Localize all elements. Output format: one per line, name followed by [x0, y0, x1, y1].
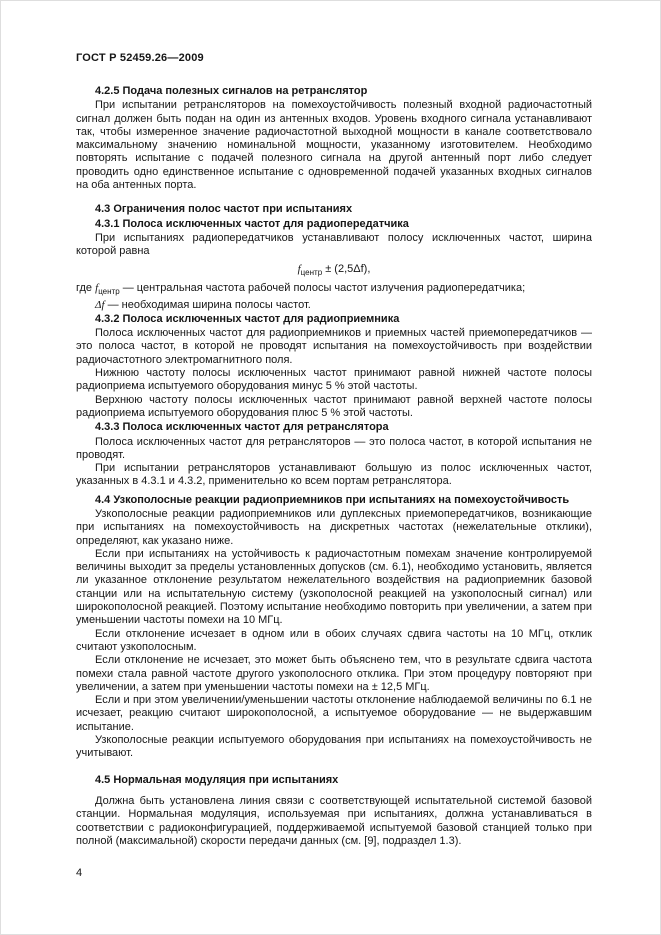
where2-variable: Δf: [95, 298, 105, 311]
where-clause-1: [76, 282, 592, 298]
where-clause-2: [76, 299, 592, 312]
section-heading-4-5: 4.5 Нормальная модуляция при испытаниях: [95, 773, 339, 786]
section-heading-4-3-3: 4.3.3 Полоса исключенных частот для ретранслятора: [95, 421, 389, 434]
formula-subscript: центр: [300, 267, 323, 277]
paragraph: Узкополосные реакции радиоприемников или дуплексных приемопередатчиков, возникающие при испытаниях на помехоустойчивость на дискретных частотах (нежелательные отклики), определяют, как указано ниже.: [76, 507, 592, 547]
section-heading-4-3: 4.3 Ограничения полос частот при испытаниях: [95, 203, 353, 216]
section-heading-4-3-2: 4.3.2 Полоса исключенных частот для радиоприемника: [95, 312, 400, 325]
where-definition: — центральная частота рабочей полосы частот излучения радиопередатчика;: [119, 282, 526, 295]
where-prefix: где: [76, 282, 96, 295]
where-variable: f: [95, 282, 99, 295]
paragraph: Узкополосные реакции испытуемого оборудования при испытаниях на помехоустойчивость не учитывают.: [76, 734, 592, 760]
paragraph: Если отклонение не исчезает, это может быть объяснено тем, что в результате сдвига частота помехи стала равной частоте другого узкополосного отклика. При этом процедуру повторяют при увеличении, а затем при уменьшении частоты помехи на ± 12,5 МГц.: [76, 654, 592, 693]
paragraph: Если при испытаниях на устойчивость к радиочастотным помехам значение контролируемой величины выходит за пределы установленных допусков (см. 6.1), необходимо установить, является ли указанное отклонение результатом нежелательного воздействия на радиоприемник базовой станции или на испытательную систему (узкополосной реакцией на узкополосный сигнал) или широкополосной реакцией. Поэтому испытание необходимо повторить при увеличении, а затем при уменьшении частоты помехи на 10 МГц.: [76, 547, 592, 627]
section-heading-4-2-5: 4.2.5 Подача полезных сигналов на ретранслятор: [95, 85, 368, 97]
formula: [76, 263, 592, 279]
paragraph: Нижнюю частоту полосы исключенных частот принимают равной нижней частоте полосы радиоприема испытуемого оборудования минус 5 % этой частоты.: [76, 367, 592, 393]
paragraph: Должна быть установлена линия связи с соответствующей испытательной системой базовой станции. Нормальная модуляция, используемая при испытаниях, должна устанавливаться в соответствии с радиоконфигурацией, поддерживаемой испытуемой базовой станцией только при полной (максимальной) скорости передачи данных (см. [9], подраздел 1.3).: [76, 794, 592, 847]
paragraph: При испытании ретрансляторов на помехоустойчивость полезный входной радиочастотный сигнал должен быть подан на один из антенных входов. Уровень входного сигнала устанавливают так, чтобы измеренное значение радиочастотной выходной мощности в канале соответствовало максимальному значению номинальной мощности, указанному изготовителем. Необходимо повторять испытание с подачей полезного сигнала на другой антенный порт либо следует проводить одно единственное испытание с одновременной подачей указанных входных сигналов на оба антенных порта.: [76, 99, 592, 192]
paragraph: При испытании ретрансляторов устанавливают большую из полос исключенных частот, указанных в 4.3.1 и 4.3.2, применительно ко всем портам ретранслятора.: [76, 462, 592, 488]
paragraph: Полоса исключенных частот для радиоприемников и приемных частей приемопередатчиков — это полоса частот, в которой не проводят испытания на помехоустойчивость при воздействии радиочастотного электромагнитного поля.: [76, 327, 592, 366]
paragraph: Если отклонение исчезает в одном или в обоих случаях сдвига частоты на 10 МГц, отклик считают узкополосным.: [76, 627, 592, 653]
paragraph: Верхнюю частоту полосы исключенных частот принимают равной верхней частоте полосы радиоприема испытуемого оборудования плюс 5 % этой частоты.: [76, 393, 592, 419]
paragraph: Если и при этом увеличении/уменьшении частоты отклонение наблюдаемой величины по 6.1 не исчезает, реакцию считают широкополосной, а испытуемое оборудование — не выдержавшим испытание.: [76, 694, 592, 733]
section-heading-4-3-1: 4.3.1 Полоса исключенных частот для радиопередатчика: [95, 217, 409, 230]
section-heading-4-4: 4.4 Узкополосные реакции радиоприемников при испытаниях на помехоустойчивость: [95, 493, 570, 506]
page-number: 4: [76, 867, 83, 879]
document-content: [76, 84, 592, 848]
paragraph: При испытаниях радиопередатчиков устанавливают полосу исключенных частот, ширина которой равна: [76, 231, 592, 258]
where-subscript: центр: [98, 287, 120, 297]
where2-definition: — необходимая ширина полосы частот.: [104, 298, 311, 311]
formula-expression: ± (2,5Δf),: [322, 262, 371, 275]
paragraph: Полоса исключенных частот для ретрансляторов — это полоса частот, в которой испытания не проводят.: [76, 435, 592, 461]
document-header: ГОСТ Р 52459.26—2009: [76, 52, 204, 64]
formula-variable: f: [297, 262, 301, 275]
